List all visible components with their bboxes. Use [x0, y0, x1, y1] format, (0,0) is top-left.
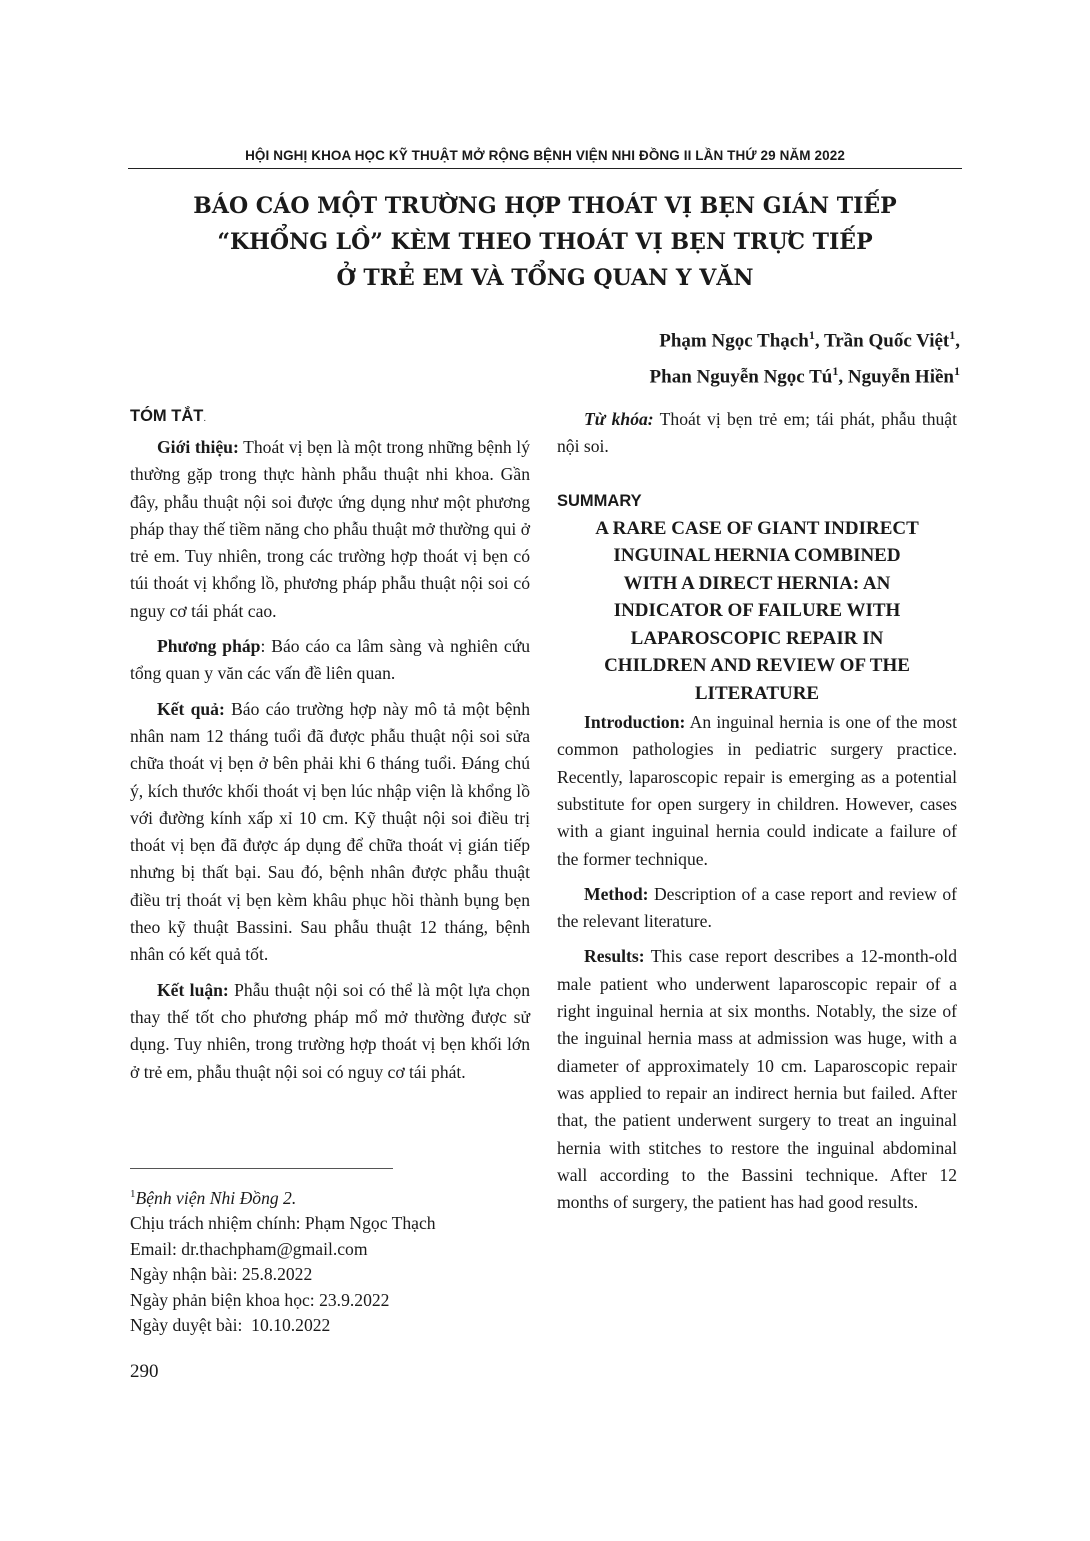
paragraph-text: This case report describes a 12-month-old male patient who underwent laparoscopic repair of a right inguinal hernia at six months. Notably, the size of the inguinal hernia mass at admission was huge, with a diameter of approximately 10 cm. Laparoscopic repair was applied to repair an indirect hernia but failed. After that, the patient underwent surgery to treat an inguinal hernia with stitches to restore the inguinal abdominal wall according to the Bassini technique. After 12 months of surgery, the patient has had good results. [557, 946, 957, 1213]
paragraph-text: Báo cáo trường hợp này mô tả một bệnh nhân nam 12 tháng tuổi đã được phẫu thuật nội soi sửa chữa thoát vị bẹn ở bên phải khi 6 tháng tuổi. Đáng chú ý, kích thước khối thoát vị bẹn lúc nhập viện là khổng lồ với đường kính xấp xỉ 10 cm. Kỹ thuật nội soi điều trị thoát vị bẹn đã được áp dụng để chữa thoát vị gián tiếp nhưng bị thất bại. Sau đó, bệnh nhân được phẫu thuật điều trị thoát vị bẹn kèm khâu phục hồi thành bụng bẹn theo kỹ thuật Bassini. Sau phẫu thuật 12 tháng, bệnh nhân có kết quả tốt. [130, 698, 530, 965]
right-column [557, 404, 957, 1224]
summary-title-line: LITERATURE [694, 682, 820, 704]
paragraph-lead: Introduction: [584, 712, 686, 733]
paragraph-lead: Method: [584, 883, 649, 904]
left-column [130, 404, 530, 1094]
footnote-email: Email: dr.thachpham@gmail.com [130, 1238, 368, 1259]
summary-title-line: LAPAROSCOPIC REPAIR IN [630, 627, 884, 649]
keywords [557, 406, 957, 461]
footnote-affiliation [130, 1182, 550, 1211]
paragraph-text: Thoát vị bẹn là một trong những bệnh lý thường gặp trong thực hành phẫu thuật nhi khoa. Gần đây, phẫu thuật nội soi được ứng dụng như một phương pháp thay thế tiềm năng cho phẫu thuật mở thường qui ở trẻ em. Tuy nhiên, trong các trường hợp thoát vị bẹn có túi thoát vị khổng lồ, phương pháp phẫu thuật nội soi có nguy cơ tái phát cao. [130, 437, 530, 621]
footnote-line: Ngày nhận bài: 25.8.2022 [130, 1264, 313, 1285]
summary-paragraph [557, 709, 957, 873]
affiliation-text: Bệnh viện Nhi Đồng 2. [135, 1187, 297, 1208]
header-rule [128, 168, 962, 169]
author-separator: , [814, 330, 824, 352]
affiliation-mark: 1 [130, 1188, 136, 1200]
summary-heading: SUMMARY [557, 491, 642, 510]
summary-title [557, 515, 957, 708]
author-separator: , [955, 330, 960, 352]
abstract-heading [130, 404, 530, 431]
paragraph-text: Description of a case report and review of the relevant literature. [557, 883, 957, 932]
abstract-paragraph [130, 434, 530, 625]
footnote-line: Ngày duyệt bài: 10.10.2022 [130, 1315, 331, 1336]
summary-title-line: INGUINAL HERNIA COMBINED [613, 545, 901, 567]
page-number: 290 [130, 1361, 159, 1382]
author-affiliation-mark: 1 [808, 328, 815, 342]
running-head: HỘI NGHỊ KHOA HỌC KỸ THUẬT MỞ RỘNG BỆNH VIỆN NHI ĐỒNG II LẦN THỨ 29 NĂM 2022 [245, 148, 845, 163]
author-name: Nguyễn Hiền [847, 366, 954, 388]
paragraph-lead: Kết luận: [157, 979, 229, 1000]
author-affiliation-mark: 1 [954, 364, 960, 379]
title-line: BÁO CÁO MỘT TRƯỜNG HỢP THOÁT VỊ BẸN GIÁN TIẾP [193, 193, 897, 219]
author-name: Phạm Ngọc Thạch [659, 330, 809, 352]
paragraph-lead: Giới thiệu: [157, 437, 239, 457]
author-list [460, 320, 960, 393]
summary-title-line: CHILDREN AND REVIEW OF THE [604, 655, 910, 677]
paragraph-text: : Báo cáo ca lâm sàng và nghiên cứu tổng quan y văn các vấn đề liên quan. [130, 636, 530, 684]
article-title [128, 188, 962, 296]
summary-title-line: WITH A DIRECT HERNIA: AN [623, 572, 891, 594]
footnote-line: Chịu trách nhiệm chính: Phạm Ngọc Thạch [130, 1213, 436, 1234]
abstract-heading-text: TÓM TẮT [130, 407, 204, 425]
author-name: Trần Quốc Việt [823, 330, 950, 352]
paragraph-lead: Kết quả: [157, 698, 225, 719]
abstract-paragraph [130, 633, 530, 688]
title-line: Ở TRẺ EM VÀ TỔNG QUAN Y VĂN [336, 265, 754, 291]
keywords-text: Thoát vị bẹn trẻ em; tái phát, phẫu thuật nội soi. [557, 409, 957, 457]
paragraph-lead: Results: [584, 946, 645, 967]
paragraph-text: Phẫu thuật nội soi có thể là một lựa chọn thay thế tốt cho phương pháp mổ mở thường được sử dụng. Tuy nhiên, trong trường hợp thoát vị bẹn khối lớn ở trẻ em, phẫu thuật nội soi có nguy cơ tái phát. [130, 979, 530, 1082]
author-line [460, 320, 960, 356]
author-line [460, 356, 960, 392]
author-affiliation-mark: 1 [832, 364, 839, 379]
paragraph-text: An inguinal hernia is one of the most common pathologies in pediatric surgery practice. Recently, laparoscopic repair is emerging as a potential substitute for open surgery in children. However, cases with a giant inguinal hernia could indicate a failure of the former technique. [557, 712, 957, 869]
summary-paragraph [557, 881, 957, 936]
summary-paragraph [557, 943, 957, 1216]
abstract-heading-mark: . [203, 413, 207, 424]
author-name: Phan Nguyễn Ngọc Tú [649, 366, 833, 388]
author-separator: , [838, 366, 848, 388]
paragraph-lead: Phương pháp [157, 636, 261, 657]
title-line: “KHỔNG LỒ” KÈM THEO THOÁT VỊ BẸN TRỰC TIẾP [217, 229, 873, 255]
author-affiliation-mark: 1 [949, 328, 956, 342]
summary-title-line: A RARE CASE OF GIANT INDIRECT [595, 517, 919, 539]
abstract-paragraph [130, 696, 530, 969]
summary-title-line: INDICATOR OF FAILURE WITH [613, 600, 901, 622]
footnotes [130, 1182, 550, 1339]
abstract-paragraph [130, 977, 530, 1086]
keywords-lead: Từ khóa: [584, 409, 654, 429]
footnote-line: Ngày phản biện khoa học: 23.9.2022 [130, 1289, 390, 1310]
footnote-rule [130, 1168, 393, 1169]
